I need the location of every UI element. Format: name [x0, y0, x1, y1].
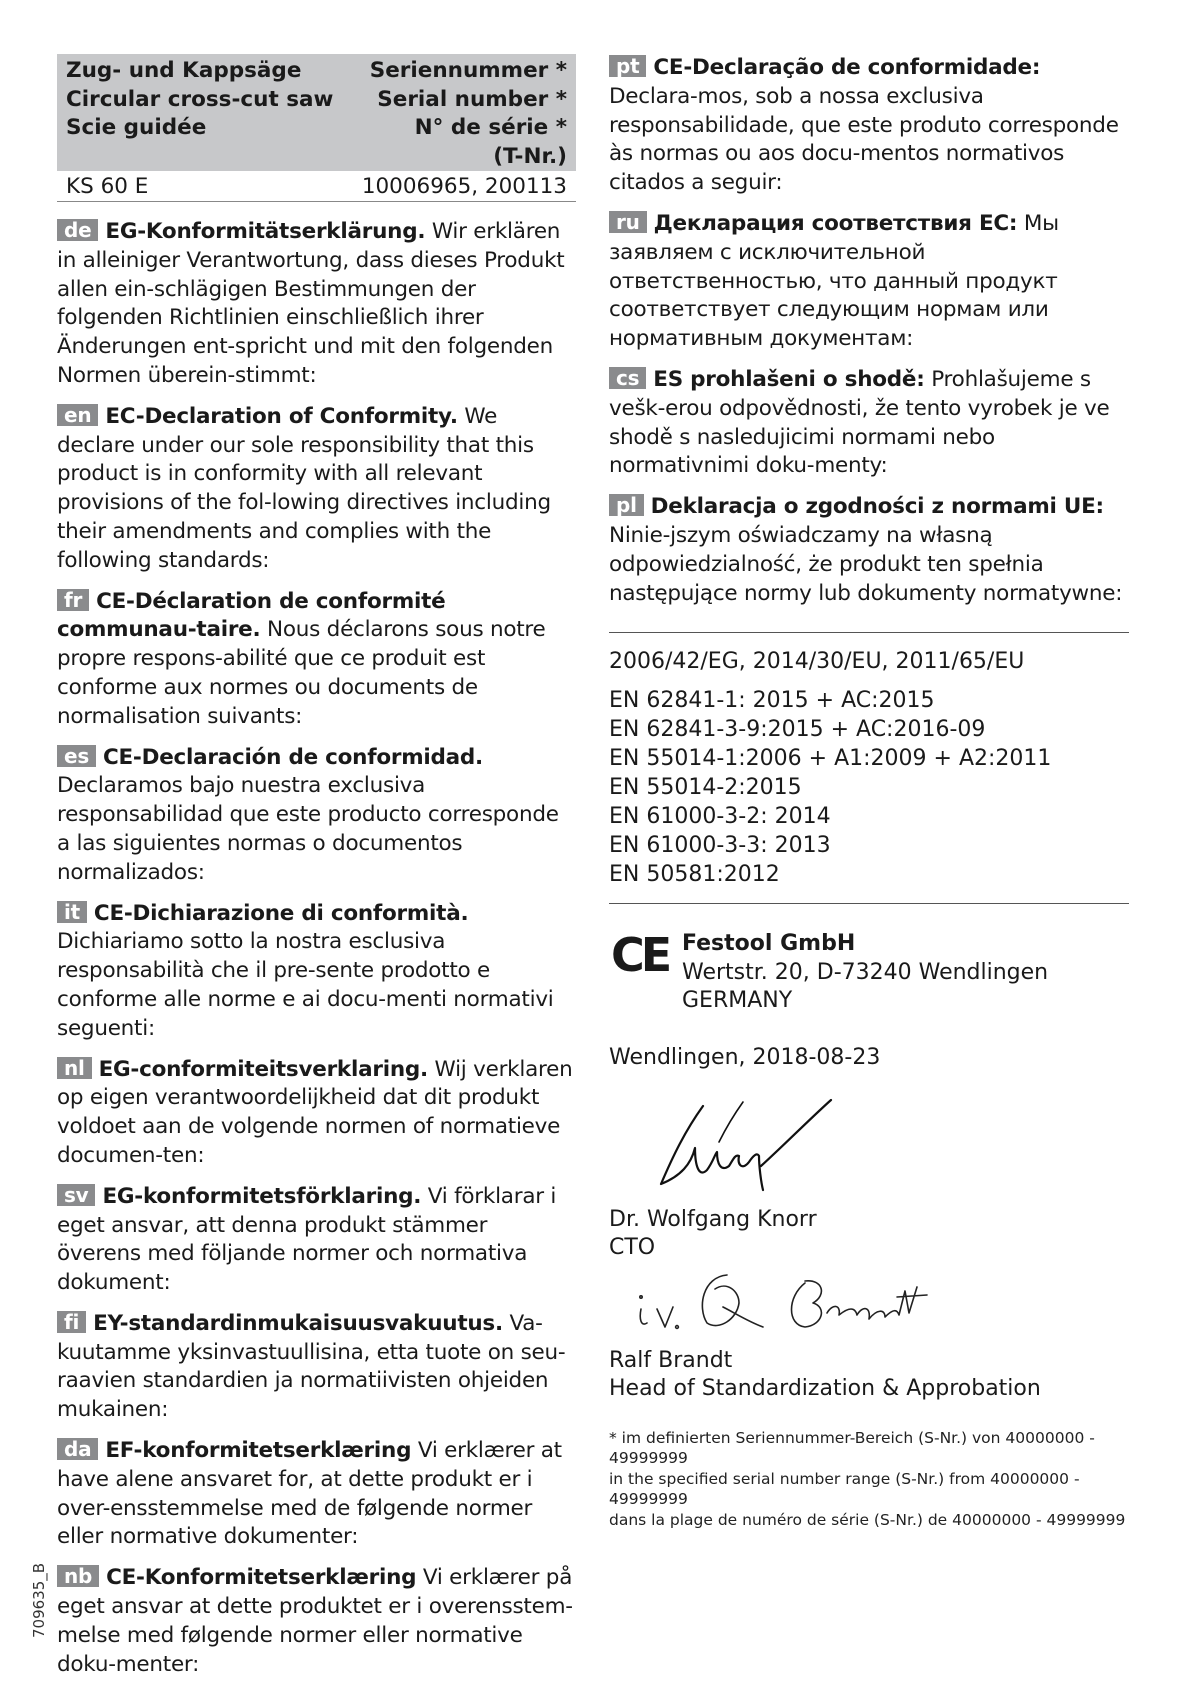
standard-item: EN 50581:2012: [609, 862, 780, 888]
serial-label-fr: N° de série *: [414, 115, 567, 140]
serial-label-de: Seriennummer *: [369, 58, 567, 83]
standard-item: EN 55014-2:2015: [609, 775, 802, 801]
product-table: [57, 54, 576, 202]
serial-label-en: Serial number *: [377, 86, 567, 112]
declaration-heading: Декларация соответствия ЕС:: [653, 210, 1018, 236]
product-names-cell: [57, 54, 348, 171]
company-country: GERMANY: [682, 988, 793, 1014]
signatory-brandt: [609, 1347, 1129, 1404]
company-name: Festool GmbH: [682, 931, 856, 957]
declaration-es: [57, 744, 576, 888]
language-badge: sv: [57, 1184, 95, 1206]
declaration-heading: CE-Konformitetserklæring: [106, 1565, 417, 1591]
standard-item: EN 61000-3-3: 2013: [609, 833, 831, 859]
declaration-text: Мы заявляем с исключительной ответственностью, что данный продукт соответствует следующим нормам или нормативным документам:: [609, 210, 1059, 352]
declaration-sv: [57, 1183, 576, 1298]
product-name-de: Zug- und Kappsäge: [66, 58, 302, 83]
declaration-ru: [609, 210, 1129, 354]
footnote-fr: dans la plage de numéro de série (S-Nr.) de 40000000 - 49999999: [609, 1510, 1126, 1529]
declaration-text: Prohlašujeme s vešk-erou odpovědnosti, že tento vyrobek je ve shodě s nasledujicimi normami nebo normativnimi doku-menty:: [609, 366, 1110, 479]
footnote-en: in the specified serial number range (S-Nr.) from 40000000 - 49999999: [609, 1469, 1080, 1509]
document-code: 709635_B: [30, 1562, 48, 1638]
standard-item: EN 62841-1: 2015 + AC:2015: [609, 688, 935, 714]
language-badge: ru: [609, 211, 647, 233]
product-table-header: [57, 54, 576, 171]
declarations-right: [609, 54, 1129, 608]
product-table-row: [57, 171, 576, 202]
signatory-brandt-name: Ralf Brandt: [609, 1347, 733, 1373]
serial-label-tnr: (T-Nr.): [493, 143, 567, 169]
declaration-cs: [609, 366, 1129, 481]
declaration-heading: EF-konformitetserklæring: [105, 1438, 412, 1464]
signatory-knorr-name: Dr. Wolfgang Knorr: [609, 1206, 817, 1232]
declaration-pt: [609, 54, 1129, 198]
language-badge: pt: [609, 55, 646, 77]
signatory-knorr: [609, 1206, 1129, 1263]
declaration-text: Va-kuutamme yksinvastuullisina, etta tuote on seu-raavien standardien ja normatiivisten ohjeiden mukainen:: [57, 1310, 566, 1423]
language-badge: pl: [609, 494, 644, 516]
declaration-nl: [57, 1056, 576, 1171]
declaration-heading: EG-Konformitätserklärung.: [105, 219, 426, 244]
model-cell: KS 60 E: [57, 171, 348, 202]
declaration-text: Vi förklarar i eget ansvar, att denna produkt stämmer överens med följande normer och normativa dokument:: [57, 1183, 557, 1296]
declaration-heading: CE-Dichiarazione di conformità.: [93, 900, 469, 926]
place-date: Wendlingen, 2018-08-23: [609, 1044, 881, 1070]
product-name-fr: Scie guidée: [66, 115, 207, 140]
declaration-nb: [57, 1564, 576, 1679]
declaration-text: Dichiariamo sotto la nostra esclusiva responsabilità che il pre-sente prodotto e conforme alle norme e ai docu-menti normativi seguenti:: [57, 929, 554, 1041]
language-badge: es: [57, 745, 96, 767]
right-column: [609, 54, 1129, 1530]
serial-cell: 10006965, 200113: [348, 171, 576, 202]
declarations-left: [57, 218, 576, 1679]
declaration-text: Nous déclarons sous notre propre respons-abilité que ce produit est conforme aux normes ou documents de normalisation suivants:: [57, 617, 546, 729]
declaration-heading: EG-conformiteitsverklaring.: [98, 1056, 428, 1082]
signatory-brandt-title: Head of Standardization & Approbation: [609, 1376, 1041, 1402]
declaration-heading: Deklaracja o zgodności z normami UE:: [650, 494, 1104, 520]
left-column: [57, 54, 576, 1691]
language-badge: it: [57, 901, 87, 923]
directives: 2006/42/EG, 2014/30/EU, 2011/65/EU: [609, 649, 1025, 675]
declaration-en: [57, 403, 576, 576]
declaration-heading: CE-Declaración de conformidad.: [102, 744, 483, 770]
declaration-fr: [57, 588, 576, 732]
ce-mark-logo: CE: [611, 928, 669, 983]
declaration-text: Vi erklærer at have alene ansvaret for, at dette produkt er i over-ensstemmelse med de følgende normer eller normative dokumenter:: [57, 1438, 562, 1550]
standard-item: EN 61000-3-2: 2014: [609, 804, 831, 830]
declaration-text: We declare under our sole responsibility that this product is in conformity with all relevant provisions of the fol-lowing directives including their amendments and complies with the following standards:: [57, 403, 551, 573]
declaration-heading: CE-Déclaration de conformité communau-taire.: [57, 588, 446, 643]
company-block: [609, 930, 1129, 1016]
declaration-da: [57, 1437, 576, 1552]
standard-item: EN 55014-1:2006 + A1:2009 + A2:2011: [609, 746, 1052, 772]
signatory-knorr-title: CTO: [609, 1235, 656, 1261]
declaration-heading: CE-Declaração de conformidade:: [653, 55, 1041, 80]
signature-brandt: [627, 1267, 987, 1343]
declaration-it: [57, 900, 576, 1044]
language-badge: de: [57, 219, 98, 241]
language-badge: da: [57, 1438, 98, 1460]
signature-knorr: [633, 1086, 833, 1206]
declaration-text: Declara-mos, sob a nossa exclusiva responsabilidade, que este produto corresponde às normas ou aos docu-mentos normativos citados a seguir:: [609, 83, 1119, 196]
language-badge: nl: [57, 1057, 92, 1079]
language-badge: cs: [609, 367, 646, 389]
standard-item: EN 62841-3-9:2015 + AC:2016-09: [609, 717, 986, 743]
footnotes: [609, 1428, 1129, 1531]
declaration-pl: [609, 493, 1129, 608]
language-badge: en: [57, 404, 98, 426]
language-badge: nb: [57, 1565, 99, 1587]
standards-list: [609, 686, 1129, 889]
declaration-heading: EG-konformitetsförklaring.: [102, 1183, 422, 1209]
language-badge: fi: [57, 1311, 86, 1333]
declaration-heading: EC-Declaration of Conformity.: [105, 403, 458, 429]
declaration-de: [57, 218, 576, 391]
product-name-en: Circular cross-cut saw: [66, 86, 334, 112]
footnote-de: * im definierten Seriennummer-Bereich (S-Nr.) von 40000000 - 49999999: [609, 1428, 1095, 1468]
company-address: Wertstr. 20, D-73240 Wendlingen: [682, 959, 1049, 985]
declaration-heading: EY-standardinmukaisuusvakuutus.: [93, 1310, 503, 1336]
declaration-heading: ES prohlašeni o shodě:: [653, 366, 925, 392]
divider-top: [609, 632, 1129, 633]
serial-labels-cell: [348, 54, 576, 171]
divider-bottom: [609, 903, 1129, 904]
declaration-text: Wij verklaren op eigen verantwoordelijkheid dat dit produkt voldoet aan de volgende normen of normatieve documen-ten:: [57, 1056, 573, 1168]
declaration-text: Wir erklären in alleiniger Verantwortung, dass dieses Produkt allen ein-schlägigen Bestimmungen der folgenden Richtlinien einschließlich ihrer Änderungen ent-spricht und mit den folgenden Normen überein-stimmt:: [57, 219, 565, 388]
declaration-fi: [57, 1310, 576, 1425]
language-badge: fr: [57, 589, 89, 611]
declaration-text: Declaramos bajo nuestra exclusiva responsabilidad que este producto corresponde a las siguientes normas o documentos normalizados:: [57, 773, 559, 885]
declaration-text: Vi erklærer på eget ansvar at dette produktet er i overensstem-melse med følgende normer eller normative doku-menter:: [57, 1565, 573, 1677]
declaration-text: Ninie-jszym oświadczamy na własną odpowiedzialność, że produkt ten spełnia następujące normy lub dokumenty normatywne:: [609, 522, 1123, 606]
